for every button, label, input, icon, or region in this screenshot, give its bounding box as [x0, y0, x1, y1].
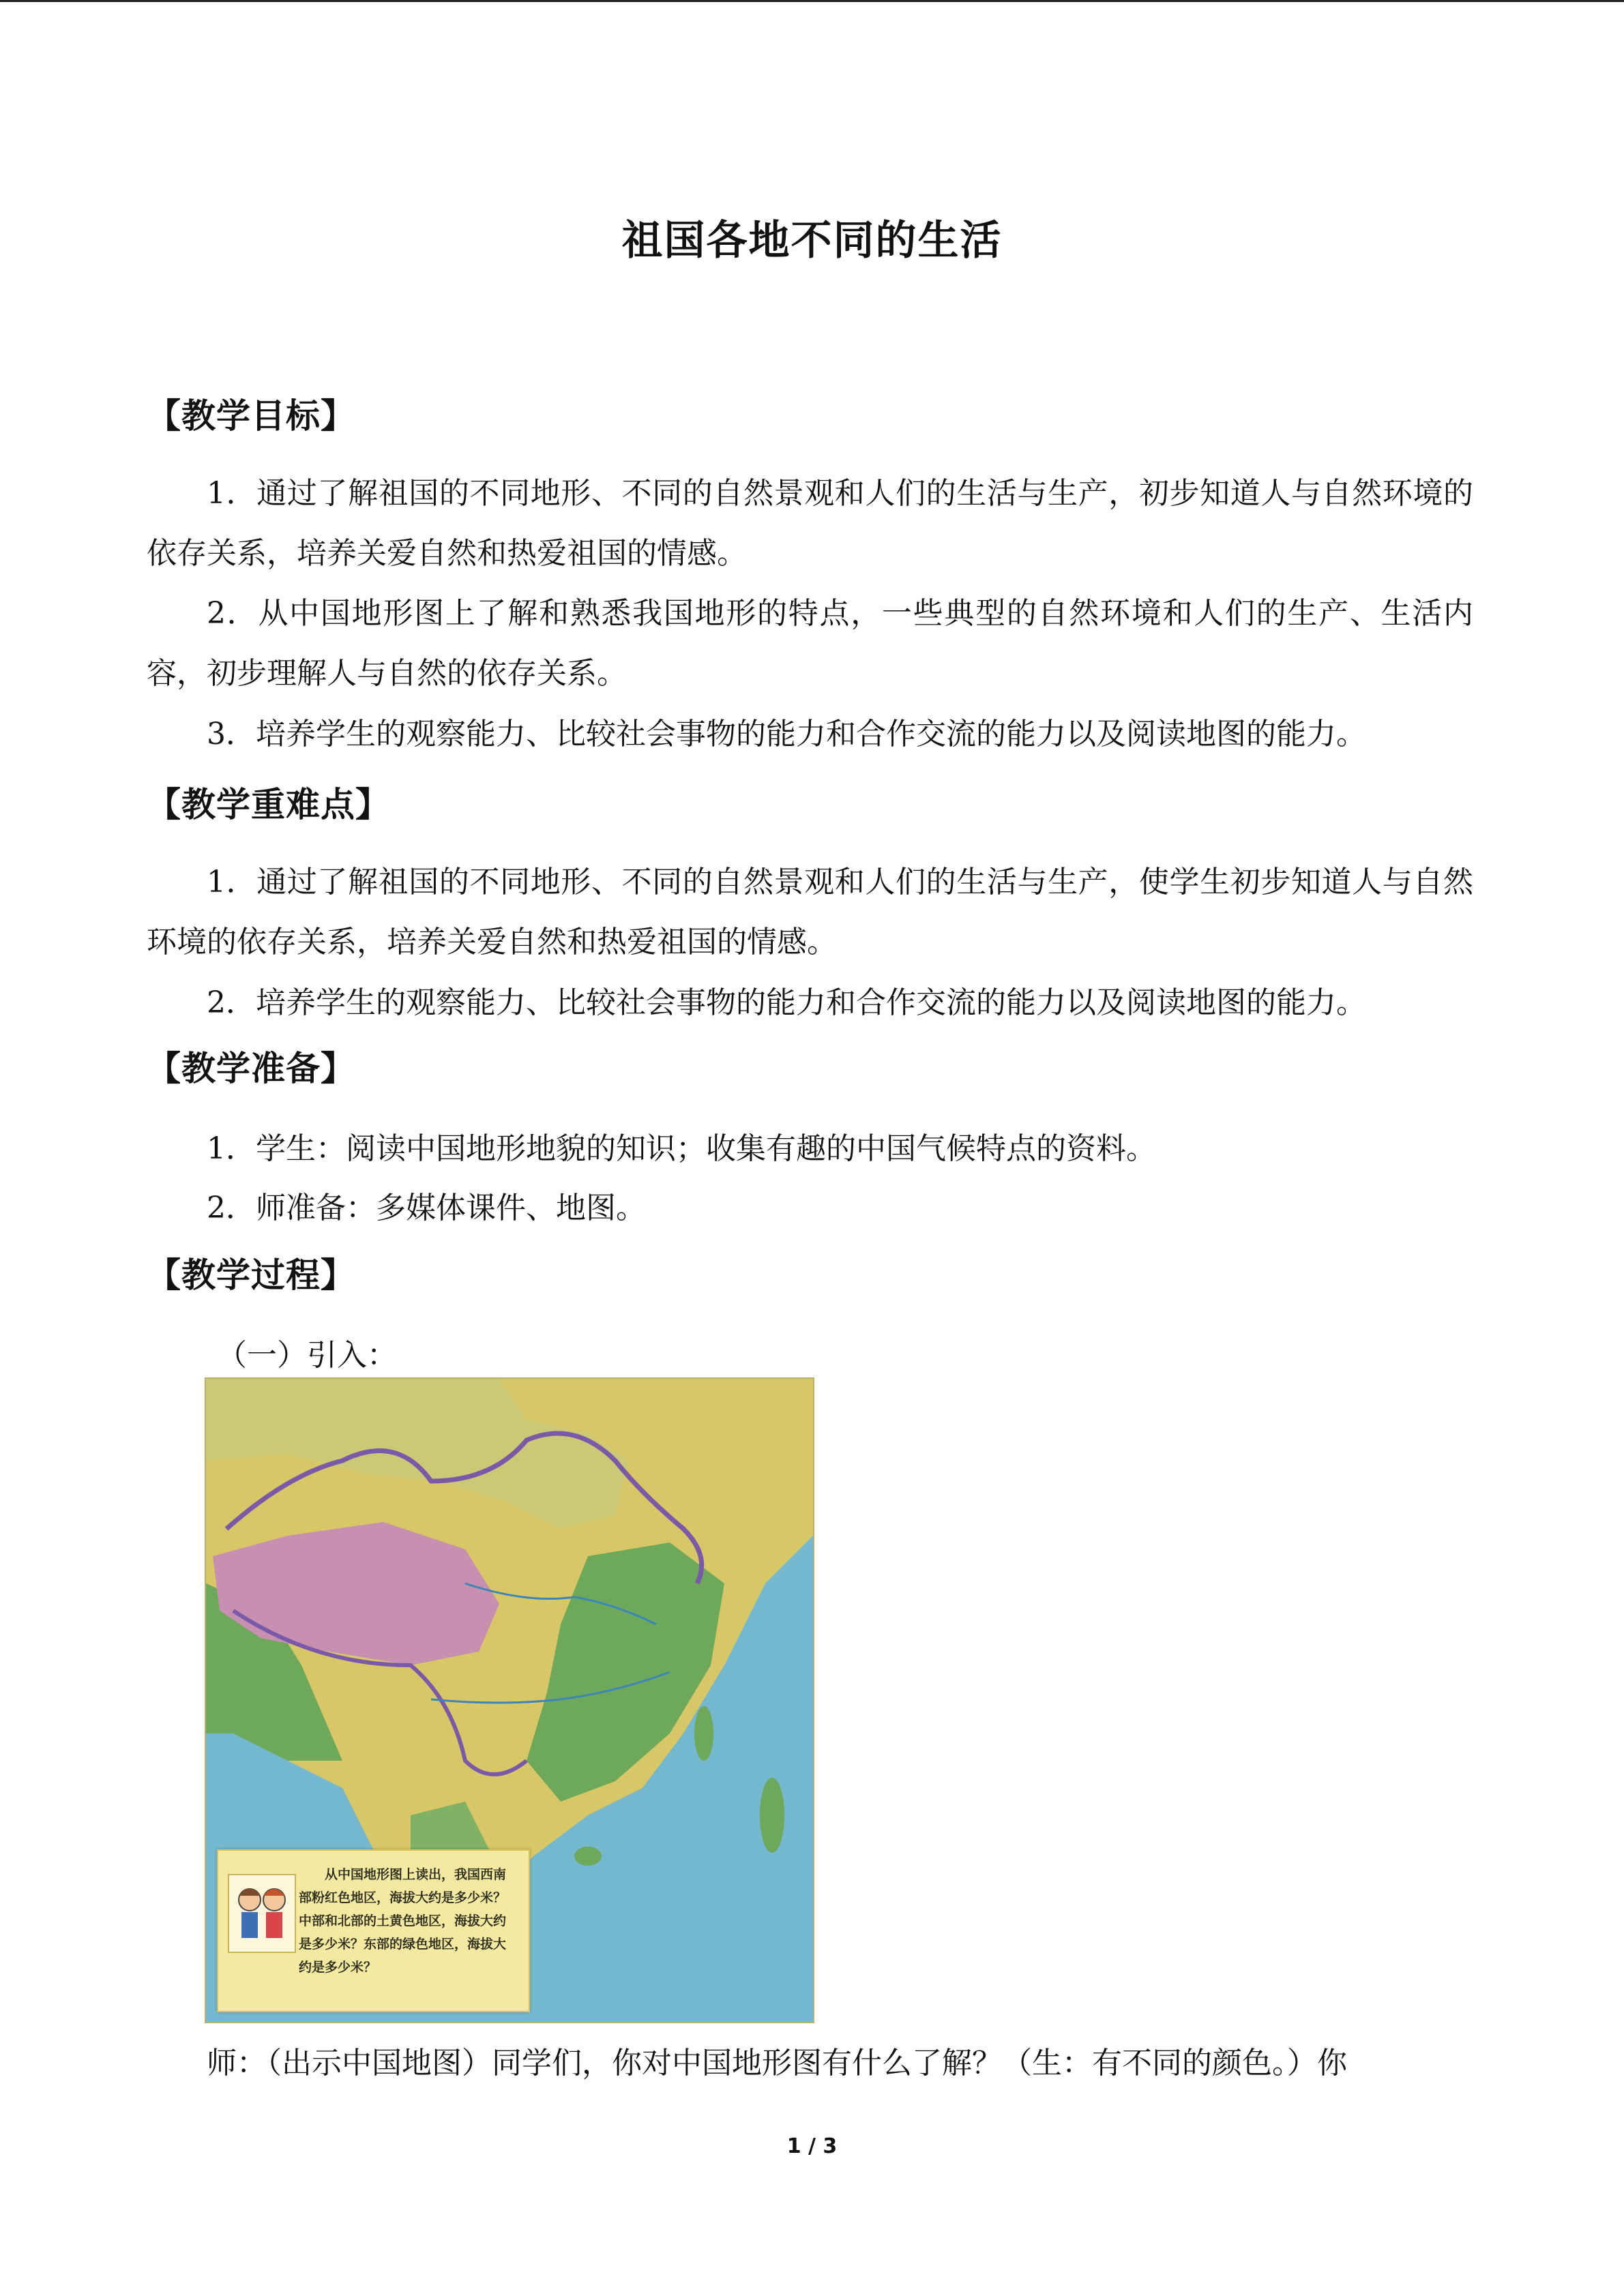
preparation-item-1: 1．学生：阅读中国地形地貌的知识；收集有趣的中国气候特点的资料。 [207, 1131, 1156, 1166]
china-terrain-map-image [205, 1377, 814, 2023]
objective-item-1: 1．通过了解祖国的不同地形、不同的自然景观和人们的生活与生产，初步知道人与自然环境的依存关系，培养关爱自然和热爱祖国的情感。 [147, 476, 1473, 571]
section-heading-process: 【教学过程】 [147, 1255, 355, 1295]
process-subheading: （一）引入： [217, 1338, 397, 1373]
key-point-item-2: 2．培养学生的观察能力、比较社会事物的能力和合作交流的能力以及阅读地图的能力。 [207, 985, 1366, 1020]
section-heading-preparation: 【教学准备】 [147, 1049, 355, 1088]
teacher-paragraph: 师：（出示中国地图）同学们，你对中国地形图有什么了解？（生：有不同的颜色。）你 [207, 2046, 1347, 2081]
section-heading-objectives: 【教学目标】 [147, 396, 355, 436]
objective-item-3: 3．培养学生的观察能力、比较社会事物的能力和合作交流的能力以及阅读地图的能力。 [207, 717, 1366, 751]
key-point-item-1: 1．通过了解祖国的不同地形、不同的自然景观和人们的生活与生产，使学生初步知道人与自然环境的依存关系，培养关爱自然和热爱祖国的情感。 [147, 865, 1473, 959]
page-number: 1 / 3 [786, 2134, 838, 2158]
objective-item-2: 2．从中国地形图上了解和熟悉我国地形的特点，一些典型的自然环境和人们的生产、生活内容，初步理解人与自然的依存关系。 [147, 596, 1473, 691]
cartoon-children-icon [228, 1874, 296, 1953]
top-border-line [0, 0, 1624, 2]
section-heading-key-points: 【教学重难点】 [147, 785, 390, 824]
map-callout-box [217, 1849, 530, 2012]
document-title: 祖国各地不同的生活 [621, 217, 1003, 265]
map-callout-text: 从中国地形图上读出，我国西南部粉红色地区，海拔大约是多少米？中部和北部的土黄色地区，海拔大约是多少米？东部的绿色地区，海拔大约是多少米？ [299, 1867, 507, 1975]
preparation-item-2: 2．师准备：多媒体课件、地图。 [207, 1191, 646, 1225]
